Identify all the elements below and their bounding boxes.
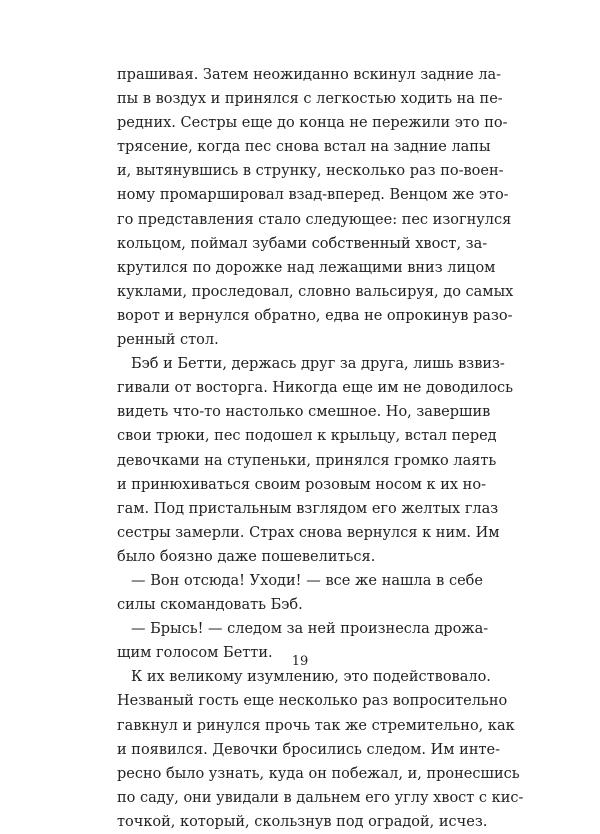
text-line: — Вон отсюда! Уходи! — все же нашла в себе xyxy=(131,572,483,589)
text-line: силы скомандовать Бэб. xyxy=(117,597,303,614)
text-line: гам. Под пристальным взглядом его желтых глаз xyxy=(117,500,499,517)
paragraph xyxy=(117,569,483,617)
text-line: свои трюки, пес подошел к крыльцу, встал перед xyxy=(117,428,497,445)
text-line: пы в воздух и принялся с легкостью ходить на пе- xyxy=(117,91,503,108)
text-line: щим голосом Бетти. xyxy=(117,645,273,662)
text-line: куклами, проследовал, словно вальсируя, до самых xyxy=(117,283,514,300)
text-line: редних. Сестры еще до конца не пережили это по- xyxy=(117,115,508,132)
text-line: и, вытянувшись в струнку, несколько раз по-воен- xyxy=(117,163,504,180)
text-line: и принюхиваться своим розовым носом к их но- xyxy=(117,476,486,493)
paragraph xyxy=(117,352,514,569)
page-text xyxy=(117,63,524,834)
text-line: по саду, они увидали в дальнем его углу хвост с кис- xyxy=(117,789,524,806)
text-line: гивали от восторга. Никогда еще им не доводилось xyxy=(117,380,514,397)
text-line: Бэб и Бетти, держась друг за друга, лишь взвиз- xyxy=(131,356,505,373)
text-line: ворот и вернулся обратно, едва не опрокинув разо- xyxy=(117,307,513,324)
paragraph xyxy=(117,63,514,352)
page-number: 19 xyxy=(291,654,309,669)
text-line: ренный стол. xyxy=(117,332,219,349)
text-line: девочками на ступеньки, принялся громко лаять xyxy=(117,452,497,469)
text-line: го представления стало следующее: пес изогнулся xyxy=(117,211,512,228)
text-line: Незваный гость еще несколько раз вопросительно xyxy=(117,693,508,710)
text-line: видеть что-то настолько смешное. Но, завершив xyxy=(117,404,491,421)
text-line: К их великому изумлению, это подействовало. xyxy=(131,669,491,686)
text-line: гавкнул и ринулся прочь так же стремительно, как xyxy=(117,717,515,734)
text-line: прашивая. Затем неожиданно вскинул задние ла- xyxy=(117,67,502,83)
text-line: ному промаршировал взад-вперед. Венцом же это- xyxy=(117,187,509,204)
text-line: крутился по дорожке над лежащими вниз лицом xyxy=(117,259,496,276)
text-line: точкой, который, скользнув под оградой, исчез. xyxy=(117,813,488,830)
text-line: кольцом, поймал зубами собственный хвост, за- xyxy=(117,235,488,252)
text-line: и появился. Девочки бросились следом. Им инте- xyxy=(117,741,500,758)
text-line: — Брысь! — следом за ней произнесла дрожа- xyxy=(131,621,489,638)
text-line: было боязно даже пошевелиться. xyxy=(117,548,376,565)
text-line: сестры замерли. Страх снова вернулся к ним. Им xyxy=(117,524,500,541)
text-line: ресно было узнать, куда он побежал, и, пронесшись xyxy=(117,765,520,782)
text-line: трясение, когда пес снова встал на задние лапы xyxy=(117,139,491,156)
